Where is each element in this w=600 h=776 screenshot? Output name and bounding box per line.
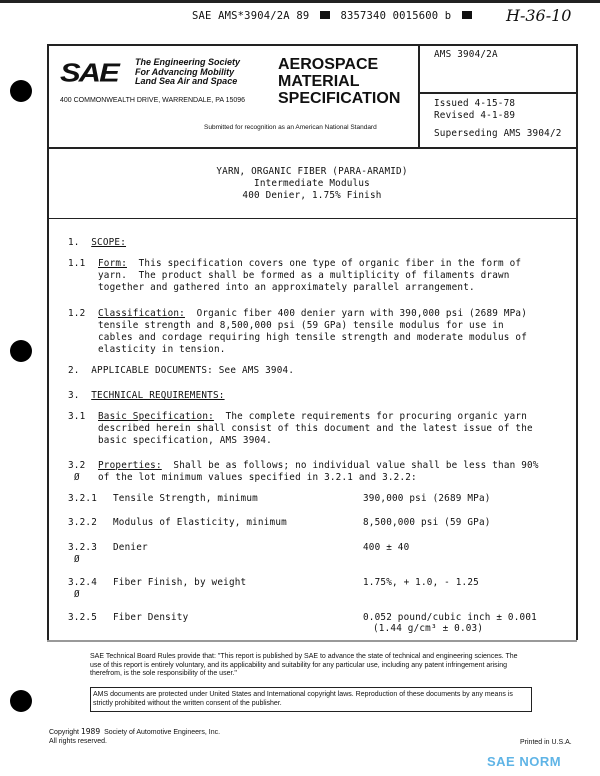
address: 400 COMMONWEALTH DRIVE, WARRENDALE, PA 15096: [60, 97, 246, 104]
document-title: YARN, ORGANIC FIBER (PARA-ARAMID) Intermediate Modulus 400 Denier, 1.75% Finish: [216, 166, 408, 201]
property-value: 390,000 psi (2689 MPa): [363, 493, 491, 504]
property-label: Fiber Finish, by weight: [113, 577, 247, 588]
section-3-1: 3.1 Basic Specification: The complete requirements for procuring organic yarn described herein shall consist of this document and the latest issue of the basic specification, AMS 3904.: [68, 411, 533, 446]
superseding: Superseding AMS 3904/2: [434, 128, 562, 139]
property-value: 0.052 pound/cubic inch ± 0.001: [363, 612, 537, 623]
section-1-1: 1.1 Form: This specification covers one type of organic fiber in the form of yarn. The product shall be formed as a multiplicity of filaments drawn together and gathered into an approximately parallel arrangement.: [68, 258, 522, 293]
issued-date: Issued 4-15-78: [434, 98, 516, 109]
copyright-block: Copyright 1989 Society of Automotive Engineers, Inc. All rights reserved.: [49, 727, 221, 745]
stamp-code: SAE AMS*3904/2A 89: [192, 10, 310, 22]
property-label: Modulus of Elasticity, minimum: [113, 517, 287, 528]
section-1-2: 1.2 Classification: Organic fiber 400 denier yarn with 390,000 psi (2689 MPa) tensile strength and 8,500,000 psi (59 GPa) tensile modulus for use in cables and cordage requiring high tensile strength and moderate modulus of elasticity in tension.: [68, 308, 528, 355]
property-label: Denier: [113, 542, 148, 553]
revised-date: Revised 4-1-89: [434, 110, 516, 121]
section-2: 2. APPLICABLE DOCUMENTS: See AMS 3904.: [68, 365, 295, 376]
property-number: 3.2.1: [68, 493, 97, 504]
doc-type: AEROSPACE MATERIAL SPECIFICATION: [278, 56, 401, 107]
property-label: Fiber Density: [113, 612, 189, 623]
sae-norm-watermark: SAE NORM: [487, 754, 562, 769]
property-label: Tensile Strength, minimum: [113, 493, 258, 504]
property-number: 3.2.2: [68, 517, 97, 528]
printed-in: Printed in U.S.A.: [520, 739, 572, 746]
section-1: 1. SCOPE:: [68, 237, 127, 248]
property-value: 8,500,000 psi (59 GPa): [363, 517, 491, 528]
copyright-notice: AMS documents are protected under United States and International copyright laws. Reproduction of these documents by any means is strictly prohibited without the written consent of the publisher.: [90, 687, 532, 712]
change-mark: Ø: [74, 589, 80, 600]
property-number: 3.2.5: [68, 612, 97, 623]
society-tagline: The Engineering Society For Advancing Mobility Land Sea Air and Space: [135, 57, 241, 86]
section-3: 3. TECHNICAL REQUIREMENTS:: [68, 390, 225, 401]
stamp-number: 8357340 0015600 b: [340, 10, 452, 22]
property-value: 400 ± 40: [363, 542, 410, 553]
handwritten-note: H-36-10: [506, 6, 572, 25]
property-number: 3.2.4: [68, 577, 97, 588]
sae-logo: SAE: [60, 57, 118, 88]
board-rules: SAE Technical Board Rules provide that: "This report is published by SAE to advance the state of technical and engineering sciences. The use of this report is entirely voluntary, and its applicability and suitability for any particular use, including any patent infringement arising therefrom, is the sole responsibility of the user.": [90, 653, 518, 677]
property-value-metric: (1.44 g/cm³ ± 0.03): [373, 623, 484, 634]
punch-hole: [10, 340, 32, 362]
punch-hole: [10, 690, 32, 712]
ansi-note: Submitted for recognition as an American National Standard: [204, 124, 377, 131]
spec-number: AMS 3904/2A: [434, 49, 498, 60]
punch-hole: [10, 80, 32, 102]
property-value: 1.75%, + 1.0, - 1.25: [363, 577, 479, 588]
top-stamp: [192, 10, 476, 22]
property-number: 3.2.3: [68, 542, 97, 553]
change-mark: Ø: [74, 554, 80, 565]
section-3-2: 3.2 Ø Properties: Shall be as follows; no individual value shall be less than 90% of the lot minimum values specified in 3.2.1 and 3.2.2:: [68, 460, 539, 483]
scan-edge: [0, 0, 600, 3]
